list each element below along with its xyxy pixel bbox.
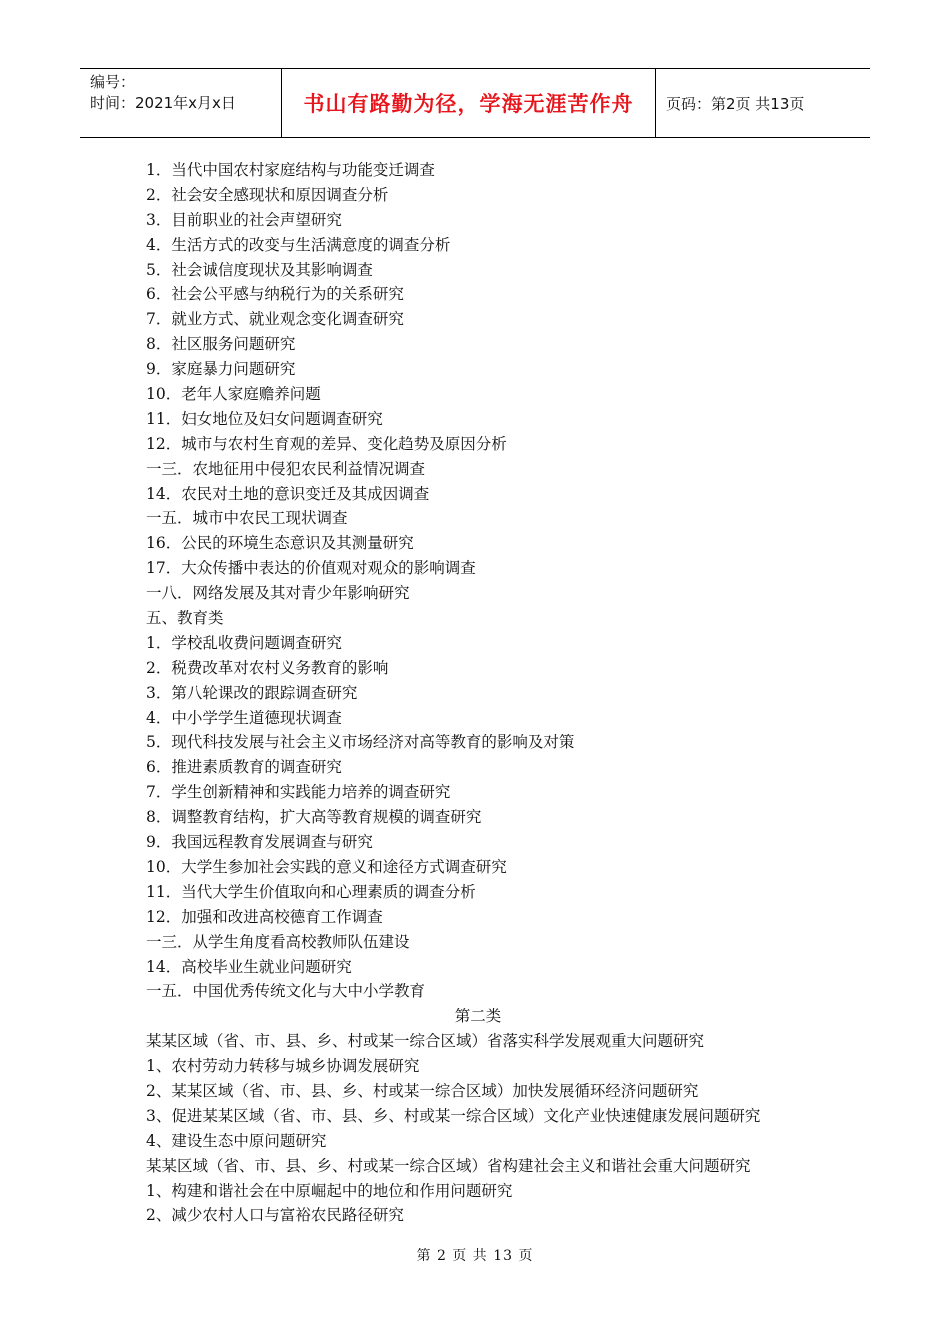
text-line: 1、农村劳动力转移与城乡协调发展研究 [146, 1057, 420, 1076]
text-line: 9．我国远程教育发展调查与研究 [146, 833, 373, 852]
text-line: 4．中小学学生道德现状调查 [146, 708, 342, 727]
text-line: 6．社会公平感与纳税行为的关系研究 [146, 285, 404, 304]
text-line: 4、建设生态中原问题研究 [146, 1131, 327, 1150]
text-line: 9．家庭暴力问题研究 [146, 360, 296, 379]
number-label: 编号： [90, 73, 136, 91]
text-line: 8．社区服务问题研究 [146, 335, 296, 354]
text-line: 五、教育类 [146, 609, 224, 628]
text-line: 11．妇女地位及妇女问题调查研究 [146, 409, 383, 428]
text-line: 一三．从学生角度看高校教师队伍建设 [146, 932, 410, 951]
text-line: 10．大学生参加社会实践的意义和途径方式调查研究 [146, 857, 507, 876]
text-line: 11．当代大学生价值取向和心理素质的调查分析 [146, 882, 476, 901]
text-line: 某某区域（省、市、县、乡、村或某一综合区域）省构建社会主义和谐社会重大问题研究 [146, 1156, 751, 1175]
text-line: 5．社会诚信度现状及其影响调查 [146, 260, 373, 279]
text-line: 14．农民对土地的意识变迁及其成因调查 [146, 484, 430, 503]
text-line: 2．社会安全感现状和原因调查分析 [146, 185, 389, 204]
page-header [80, 68, 870, 138]
page-footer: 第 2 页 共 13 页 [416, 1248, 534, 1264]
header-meta [80, 69, 282, 137]
text-line: 7．学生创新精神和实践能力培养的调查研究 [146, 783, 451, 802]
text-line: 一八．网络发展及其对青少年影响研究 [146, 584, 410, 603]
text-line: 5．现代科技发展与社会主义市场经济对高等教育的影响及对策 [146, 733, 575, 752]
time-label: 时间：2021年x月x日 [90, 94, 236, 112]
text-line: 一三．农地征用中侵犯农民利益情况调查 [146, 459, 426, 478]
header-page-info [656, 69, 870, 137]
text-line: 4．生活方式的改变与生活满意度的调查分析 [146, 235, 451, 254]
text-line: 某某区域（省、市、县、乡、村或某一综合区域）省落实科学发展观重大问题研究 [146, 1032, 705, 1051]
text-line: 7．就业方式、就业观念变化调查研究 [146, 310, 404, 329]
text-line: 2、减少农村人口与富裕农民路径研究 [146, 1206, 404, 1225]
document-body [146, 158, 846, 1228]
text-line: 12．城市与农村生育观的差异、变化趋势及原因分析 [146, 434, 507, 453]
text-line: 8．调整教育结构，扩大高等教育规模的调查研究 [146, 808, 482, 827]
text-line: 12．加强和改进高校德育工作调查 [146, 907, 383, 926]
motto: 书山有路勤为径，学海无涯苦作舟 [303, 92, 634, 116]
page-info: 页码：第2页 共13页 [666, 94, 805, 113]
text-line: 一五．城市中农民工现状调查 [146, 509, 348, 528]
text-line: 第二类 [454, 1007, 502, 1026]
header-motto-cell [282, 69, 656, 137]
text-line: 14．高校毕业生就业问题研究 [146, 957, 352, 976]
text-line: 2．税费改革对农村义务教育的影响 [146, 658, 389, 677]
text-line: 6．推进素质教育的调查研究 [146, 758, 342, 777]
text-line: 17．大众传播中表达的价值观对观众的影响调查 [146, 559, 476, 578]
text-line: 1、构建和谐社会在中原崛起中的地位和作用问题研究 [146, 1181, 513, 1200]
text-line: 10．老年人家庭赡养问题 [146, 385, 321, 404]
text-line: 3、促进某某区域（省、市、县、乡、村或某一综合区域）文化产业快速健康发展问题研究 [146, 1106, 761, 1125]
text-line: 3．第八轮课改的跟踪调查研究 [146, 683, 358, 702]
text-line: 1．学校乱收费问题调查研究 [146, 633, 342, 652]
text-line: 2、某某区域（省、市、县、乡、村或某一综合区域）加快发展循环经济问题研究 [146, 1081, 699, 1100]
text-line: 3．目前职业的社会声望研究 [146, 210, 342, 229]
text-line: 16．公民的环境生态意识及其测量研究 [146, 534, 414, 553]
text-line: 1．当代中国农村家庭结构与功能变迁调查 [146, 161, 435, 179]
text-line: 一五．中国优秀传统文化与大中小学教育 [146, 982, 426, 1001]
